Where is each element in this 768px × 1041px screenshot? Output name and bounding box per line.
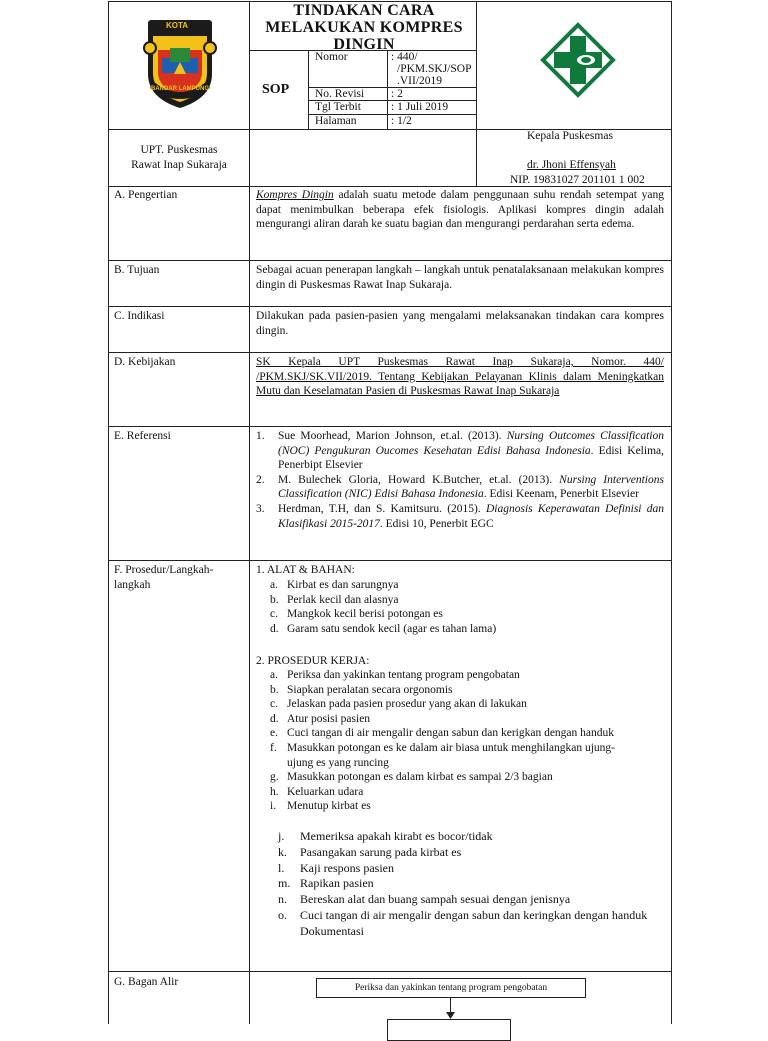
alat-list (256, 578, 666, 636)
puskesmas-logo (540, 22, 616, 98)
meta-value-halaman: : 1/2 (391, 115, 412, 127)
list-item-dokumentasi: Dokumentasi (300, 923, 364, 938)
list-item: c. Mangkok kecil berisi potongan es (270, 608, 443, 621)
head-title: Kepala Puskesmas (527, 130, 613, 142)
list-item: k. Pasangakan sarung pada kirbat es (278, 844, 462, 859)
column-divider (249, 1, 250, 1024)
list-item: h. Keluarkan udara (270, 785, 364, 798)
section-line (108, 352, 672, 353)
section-line (108, 426, 672, 427)
reference-item: 1. Sue Moorhead, Marion Johnson, et.al. (2013). Nursing Outcomes Classification (NOC) Pengukuran Oucomes Kesehatan Edisi Bahasa Indonesia. Edisi Kelima, Penerbipt Elsevier (256, 430, 665, 472)
sop-meta-divider (308, 50, 309, 129)
section-g-label: G. Bagan Alir (114, 976, 179, 988)
title-line-1: TINDAKAN CARA (293, 2, 435, 19)
meta-value-terbit: : 1 Juli 2019 (391, 101, 449, 113)
unit-name-line-2: Rawat Inap Sukaraja (131, 159, 227, 171)
border-left (108, 1, 109, 1024)
meta-label-revisi: No. Revisi (315, 88, 365, 100)
list-item: j. Memeriksa apakah kirabt es bocor/tidak (278, 829, 493, 843)
section-line (108, 971, 672, 972)
meta-label-halaman: Halaman (315, 115, 357, 127)
alat-heading: 1. ALAT & BAHAN: (256, 564, 355, 576)
list-item: a. Periksa dan yakinkan tentang program pengobatan (270, 669, 520, 681)
section-d-text: SK Kepala UPT Puskesmas Rawat Inap Sukaraja, Nomor. 440/ /PKM.SKJ/SK.VII/2019. Tentang Kebijakan Pelayanan Klinis dalam Meningkatkan Mutu dan Keselamatan Pasien di Puskesmas Rawat Inap Sukaraja (256, 356, 664, 397)
list-item: a. Kirbat es dan sarungnya (270, 579, 399, 591)
list-item: d. Garam satu sendok kecil (agar es tahan lama) (270, 622, 497, 635)
sop-label: SOP (262, 82, 290, 97)
section-line (108, 306, 672, 307)
unit-name-line-1: UPT. Puskesmas (140, 144, 218, 156)
meta-value-divider (387, 50, 388, 129)
header-right-divider (476, 1, 477, 187)
list-item: f. Masukkan potongan es ke dalam air biasa untuk menghilangkan ujung-ujung es yang runcing (270, 741, 615, 769)
city-logo-emblem (140, 18, 220, 110)
head-name: dr. Jhoni Effensyah (527, 159, 616, 171)
section-f-label-2: langkah (114, 579, 151, 591)
logo-text-top: KOTA (166, 21, 189, 30)
prosedur-list (256, 668, 640, 814)
section-line (108, 560, 672, 561)
title-line-2: MELAKUKAN KOMPRES (265, 19, 463, 36)
flowchart-box-next (387, 1019, 511, 1041)
title-line-3: DINGIN (333, 36, 395, 53)
meta-value-nomor: : 440/ (391, 51, 418, 63)
flowchart-box: Periksa dan yakinkan tentang program pengobatan (316, 978, 586, 998)
list-item: n. Bereskan alat dan buang sampah sesuai dengan jenisnya (278, 892, 571, 907)
reference-item: 3. Herdman, T.H, dan S. Kamitsuru. (2015). Diagnosis Keperawatan Definisi dan Klasifikasi 2015-2017. Edisi 10, Penerbit EGC (256, 502, 664, 530)
reference-number: 2. (256, 473, 265, 486)
section-a-term: Kompres Dingin (256, 189, 334, 201)
reference-list (256, 429, 664, 531)
reference-item: 2. M. Bulechek Gloria, Howard K.Butcher, et.al. (2013). Nursing Interventions Classification (NIC) Edisi Bahasa Indonesia. Edisi Keenam, Penerbit Elsevier (256, 473, 664, 501)
section-c-text: Dilakukan pada pasien-pasien yang mengalami melaksanakan tindakan cara kompres dingin. (256, 310, 664, 337)
head-nip: NIP. 19831027 201101 1 002 (510, 174, 645, 186)
list-item: b. Siapkan peralatan secara orgonomis (270, 683, 453, 696)
logo-text-bottom: BANDAR LAMPUNG (151, 86, 209, 92)
reference-number: 3. (256, 502, 265, 515)
prosedur-heading: 2. PROSEDUR KERJA: (256, 655, 370, 667)
meta-value-revisi: : 2 (391, 88, 403, 100)
meta-label-nomor: Nomor (315, 51, 348, 63)
meta-value-nomor-3: .VII/2019 (397, 75, 443, 87)
section-a-label: A. Pengertian (114, 189, 178, 201)
section-b-text: Sebagai acuan penerapan langkah – langkah untuk penatalaksanaan melakukan kompres dingin di Puskesmas Rawat Inap Sukaraja. (256, 264, 664, 291)
meta-value-nomor-2: /PKM.SKJ/SOP (397, 63, 472, 75)
list-item: o. Cuci tangan di air mengalir dengan sabun dan keringkan dengan handuk (278, 907, 648, 922)
section-d-label: D. Kebijakan (114, 356, 176, 368)
meta-label-terbit: Tgl Terbit (315, 101, 361, 113)
section-f-label-1: F. Prosedur/Langkah- (114, 564, 214, 576)
section-e-label: E. Referensi (114, 430, 171, 442)
document-title (252, 2, 476, 53)
list-item: m. Rapikan pasien (278, 876, 374, 891)
list-item: i. Menutup kirbat es (270, 800, 371, 813)
section-line (108, 260, 672, 261)
list-item: e. Cuci tangan di air mengalir dengan sabun dan kerigkan dengan handuk (270, 727, 615, 740)
section-c-label: C. Indikasi (114, 310, 165, 322)
prosedur-list-continued (256, 829, 666, 940)
list-item: c. Jelaskan pada pasien prosedur yang akan di lakukan (270, 698, 527, 711)
section-a-text (256, 188, 664, 232)
list-item: g. Masukkan potongan es dalam kirbat es sampai 2/3 bagian (270, 771, 553, 784)
reference-number: 1. (256, 430, 265, 442)
flowchart-arrow-head (446, 1012, 455, 1019)
list-item: l. Kaji respons pasien (278, 860, 394, 875)
list-item: b. Perlak kecil dan alasnya (270, 593, 399, 606)
section-b-label: B. Tujuan (114, 264, 160, 276)
list-item: d. Atur posisi pasien (270, 712, 371, 725)
border-right (671, 1, 672, 1024)
section-a-body: adalah suatu metode dalam penggunaan suhu rendah setempat yang dapat menimbulkan beberapa efek fisiologis. Aplikasi kompres dingin adalah mengurangi aliran darah ke suatu bagian dan mengurangi perdarahan serta edema. (256, 189, 664, 230)
